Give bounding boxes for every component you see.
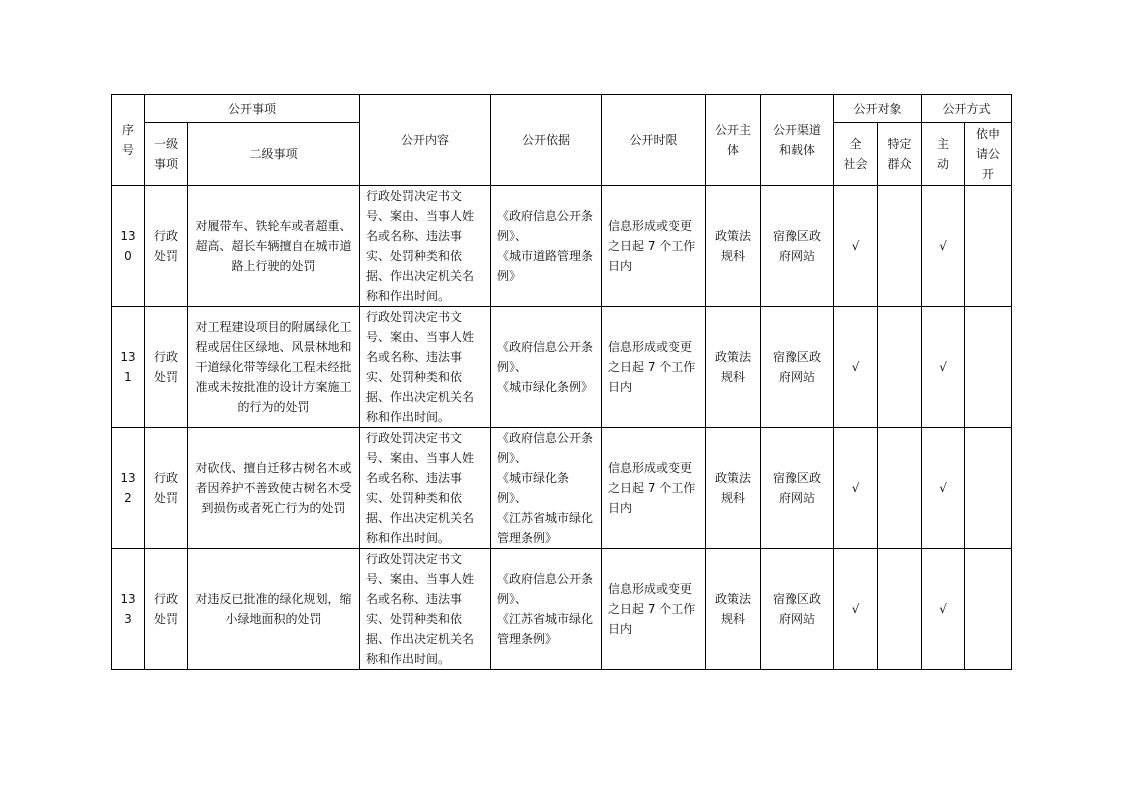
- row-level1: 行政 处罚: [145, 549, 188, 670]
- row-active-check: √: [922, 186, 965, 307]
- table-row: [112, 186, 1012, 307]
- row-time-limit: 信息形成或变更之日起 7 个工作日内: [602, 549, 706, 670]
- row-society-check: √: [834, 307, 878, 428]
- row-level2: 对违反已批准的绿化规划，缩小绿地面积的处罚: [188, 549, 360, 670]
- row-no: 133: [112, 549, 145, 670]
- row-channel: 宿豫区政 府网站: [761, 549, 834, 670]
- row-society-check: √: [834, 186, 878, 307]
- row-content: 行政处罚决定书文号、案由、当事人姓名或名称、违法事实、处罚种类和依据、作出决定机关名称和作出时间。: [360, 549, 491, 670]
- row-content: 行政处罚决定书文号、案由、当事人姓名或名称、违法事实、处罚种类和依据、作出决定机关名称和作出时间。: [360, 307, 491, 428]
- row-no: 131: [112, 307, 145, 428]
- row-on-request-check: [965, 549, 1012, 670]
- header-specific: 特定 群众: [878, 123, 922, 186]
- row-active-check: √: [922, 307, 965, 428]
- row-on-request-check: [965, 307, 1012, 428]
- row-specific-check: [878, 307, 922, 428]
- header-society: 全 社会: [834, 123, 878, 186]
- header-seq: 序 号: [112, 95, 145, 186]
- table-row: [112, 428, 1012, 549]
- header-on-request: 依申 请公 开: [965, 123, 1012, 186]
- row-content: 行政处罚决定书文号、案由、当事人姓名或名称、违法事实、处罚种类和依据、作出决定机关名称和作出时间。: [360, 428, 491, 549]
- header-time-limit: 公开时限: [602, 95, 706, 186]
- header-content: 公开内容: [360, 95, 491, 186]
- row-level1: 行政 处罚: [145, 186, 188, 307]
- row-level1: 行政 处罚: [145, 307, 188, 428]
- header-active: 主 动: [922, 123, 965, 186]
- row-on-request-check: [965, 428, 1012, 549]
- row-level1: 行政 处罚: [145, 428, 188, 549]
- row-level2: 对砍伐、擅自迁移古树名木或者因养护不善致使古树名木受到损伤或者死亡行为的处罚: [188, 428, 360, 549]
- row-time-limit: 信息形成或变更之日起 7 个工作日内: [602, 428, 706, 549]
- row-basis: 《政府信息公开条例》、 《城市绿化条例》、 《江苏省城市绿化管理条例》: [491, 428, 602, 549]
- row-specific-check: [878, 428, 922, 549]
- header-channel: 公开渠道 和载体: [761, 95, 834, 186]
- header-matter-group: 公开事项: [145, 95, 360, 123]
- row-active-check: √: [922, 428, 965, 549]
- row-specific-check: [878, 186, 922, 307]
- header-level2: 二级事项: [188, 123, 360, 186]
- row-basis: 《政府信息公开条例》、 《江苏省城市绿化管理条例》: [491, 549, 602, 670]
- row-channel: 宿豫区政 府网站: [761, 186, 834, 307]
- row-level2: 对工程建设项目的附属绿化工程或居住区绿地、风景林地和干道绿化带等绿化工程未经批准或未按批准的设计方案施工的行为的处罚: [188, 307, 360, 428]
- row-no: 132: [112, 428, 145, 549]
- row-no: 130: [112, 186, 145, 307]
- row-subject: 政策法 规科: [706, 549, 761, 670]
- table-row: [112, 549, 1012, 670]
- row-subject: 政策法 规科: [706, 428, 761, 549]
- header-level1: 一级 事项: [145, 123, 188, 186]
- row-active-check: √: [922, 549, 965, 670]
- row-time-limit: 信息形成或变更之日起 7 个工作日内: [602, 186, 706, 307]
- row-channel: 宿豫区政 府网站: [761, 307, 834, 428]
- row-basis: 《政府信息公开条例》、 《城市绿化条例》: [491, 307, 602, 428]
- row-level2: 对履带车、铁轮车或者超重、超高、超长车辆擅自在城市道路上行驶的处罚: [188, 186, 360, 307]
- row-channel: 宿豫区政 府网站: [761, 428, 834, 549]
- row-content: 行政处罚决定书文号、案由、当事人姓名或名称、违法事实、处罚种类和依据、作出决定机关名称和作出时间。: [360, 186, 491, 307]
- header-subject: 公开主 体: [706, 95, 761, 186]
- header-row-1: [112, 95, 1012, 123]
- header-basis: 公开依据: [491, 95, 602, 186]
- row-on-request-check: [965, 186, 1012, 307]
- row-subject: 政策法 规科: [706, 186, 761, 307]
- table-row: [112, 307, 1012, 428]
- row-time-limit: 信息形成或变更之日起 7 个工作日内: [602, 307, 706, 428]
- row-society-check: √: [834, 428, 878, 549]
- header-method-group: 公开方式: [922, 95, 1012, 123]
- row-basis: 《政府信息公开条例》、 《城市道路管理条例》: [491, 186, 602, 307]
- header-target-group: 公开对象: [834, 95, 922, 123]
- row-society-check: √: [834, 549, 878, 670]
- row-subject: 政策法 规科: [706, 307, 761, 428]
- disclosure-table: [111, 94, 1012, 670]
- row-specific-check: [878, 549, 922, 670]
